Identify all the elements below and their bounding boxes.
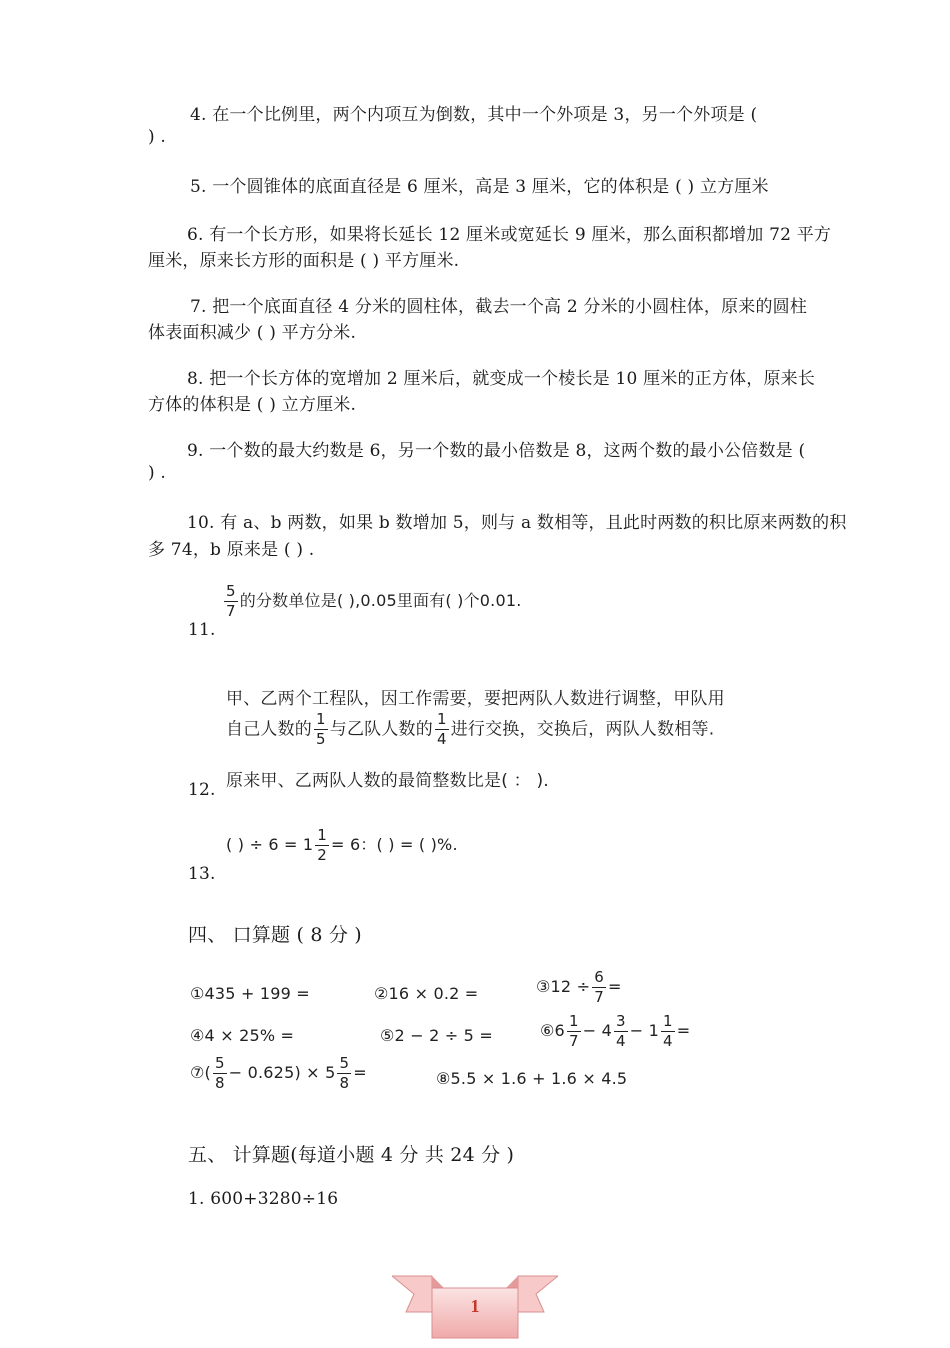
fraction: $\frac{5}{8}$ (339, 1054, 350, 1092)
question-4-line2: ) . (148, 127, 167, 147)
calc-problem-1: 1. 600+3280÷16 (188, 1189, 339, 1209)
fraction: $\frac{3}{4}$ (615, 1012, 626, 1050)
question-12-line1: 甲、乙两个工程队，因工作需要，要把两队人数进行调整，甲队用 (226, 689, 725, 709)
fraction: $\frac{1}{5}$ (316, 710, 326, 748)
question-12-text-a: 自己人数的 (226, 719, 312, 740)
fraction: $\frac{5}{7}$ (226, 582, 236, 620)
oral-problem-7: ⑦( $\frac{5}{8}$ − 0.625) × 5 $\frac{5}{8}$ = (190, 1054, 367, 1092)
question-10-line1: 10. 有 a、b 两数，如果 b 数增加 5，则与 a 数相等，且此时两数的积比原来两数的积 (187, 513, 847, 533)
question-11-number: 11. (188, 620, 216, 640)
page-number: 1 (470, 1296, 480, 1316)
question-13-body (226, 828, 458, 863)
question-12-text-c: 进行交换，交换后，两队人数相等. (450, 719, 715, 740)
question-12-number: 12. (188, 780, 216, 800)
oral-problem-3: ③12 ÷ $\frac{6}{7}$ = (536, 968, 622, 1006)
oral-problem-1: ①435 + 199 = (190, 984, 310, 1003)
question-6-line1: 6. 有一个长方形，如果将长延长 12 厘米或宽延长 9 厘米，那么面积都增加 72 平方 (187, 225, 832, 245)
question-9-line2: ) . (148, 463, 167, 483)
question-6-line2: 厘米，原来长方形的面积是 ( ) 平方厘米. (148, 251, 460, 271)
page-number-ribbon (392, 1272, 558, 1344)
section-5-heading: 五、 计算题(每道小题 4 分 共 24 分 ) (188, 1144, 515, 1166)
oral-problem-8: ⑧5.5 × 1.6 + 1.6 × 4.5 (436, 1069, 628, 1088)
question-12-line2 (226, 712, 714, 747)
question-11-text: 的分数单位是( ),0.05里面有( )个0.01. (239, 591, 522, 610)
question-12-text-b: 与乙队人数的 (329, 719, 433, 740)
question-7-line2: 体表面积减少 ( ) 平方分米. (148, 323, 357, 343)
question-13-text-a: ( ) ÷ 6 = 1 (226, 835, 314, 854)
question-10-line2: 多 74，b 原来是 ( ) . (148, 540, 315, 560)
question-8-line2: 方体的体积是 ( ) 立方厘米. (148, 395, 357, 415)
question-13-text-b: = 6：( ) = ( )%. (331, 835, 458, 854)
question-12-line3: 原来甲、乙两队人数的最简整数比是( ： ). (226, 771, 549, 791)
oral-problem-4: ④4 × 25% = (190, 1026, 295, 1045)
fraction: $\frac{1}{4}$ (663, 1012, 673, 1050)
fraction: $\frac{6}{7}$ (594, 968, 604, 1006)
question-7-line1: 7. 把一个底面直径 4 分米的圆柱体，截去一个高 2 分米的小圆柱体，原来的圆柱 (190, 297, 808, 317)
fraction: $\frac{1}{4}$ (436, 710, 447, 748)
question-9-line1: 9. 一个数的最大约数是 6，另一个数的最小倍数是 8，这两个数的最小公倍数是 ( (187, 441, 806, 461)
question-11-body (222, 584, 522, 619)
fraction: $\frac{1}{2}$ (317, 826, 328, 864)
fraction: $\frac{1}{7}$ (568, 1012, 579, 1050)
oral-problem-2: ②16 × 0.2 = (374, 984, 479, 1003)
question-4-line1: 4. 在一个比例里，两个内项互为倒数，其中一个外项是 3，另一个外项是 ( (190, 105, 758, 125)
question-8-line1: 8. 把一个长方体的宽增加 2 厘米后，就变成一个棱长是 10 厘米的正方体，原来长 (187, 369, 816, 389)
question-5-line1: 5. 一个圆锥体的底面直径是 6 厘米，高是 3 厘米，它的体积是 ( ) 立方厘米 (190, 177, 769, 197)
section-4-heading: 四、 口算题 ( 8 分 ) (188, 924, 362, 946)
fraction: $\frac{5}{8}$ (215, 1054, 225, 1092)
oral-problem-6: ⑥6 $\frac{1}{7}$ − 4 $\frac{3}{4}$ − 1 $\frac{1}{4}$ = (540, 1012, 691, 1050)
oral-problem-5: ⑤2 − 2 ÷ 5 = (380, 1026, 493, 1045)
question-13-number: 13. (188, 864, 216, 884)
